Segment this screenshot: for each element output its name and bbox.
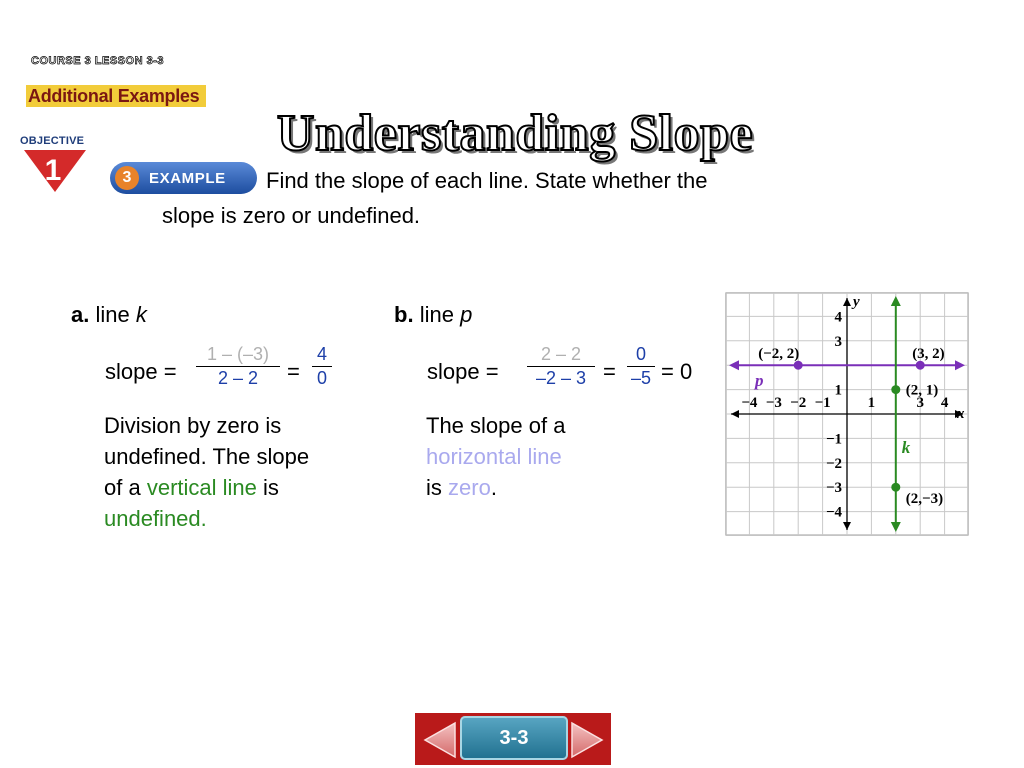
- part-a-expl-line-2: undefined. The slope: [104, 444, 310, 469]
- zero-term: zero: [448, 475, 491, 500]
- part-b-frac1-numerator: 2 – 2: [540, 344, 582, 364]
- part-b-heading: [394, 302, 472, 328]
- point-label: (−2, 2): [758, 346, 800, 363]
- part-b-explanation: [426, 410, 565, 503]
- part-a-heading: [71, 302, 147, 328]
- course-lesson-label: COURSE 3 LESSON 3-3: [31, 55, 164, 67]
- data-point: [891, 483, 900, 492]
- x-tick-label: 3: [916, 395, 924, 411]
- objective-label: OBJECTIVE: [20, 135, 85, 147]
- part-b-slope-label: slope =: [427, 359, 499, 384]
- x-tick-label: 4: [940, 395, 949, 411]
- part-b-frac1-denominator: –2 – 3: [535, 368, 587, 388]
- part-b-frac2-denominator: –5: [630, 368, 652, 388]
- part-a-explanation: [104, 410, 309, 534]
- point-label: (2, 1): [905, 382, 939, 399]
- part-a-frac1-numerator: 1 – (–3): [206, 344, 270, 364]
- y-tick-label: −4: [825, 504, 842, 521]
- page-title: Understanding Slope: [276, 105, 754, 162]
- part-a-expl-line-3: of a vertical line is: [104, 475, 279, 500]
- example-number: 3: [115, 166, 139, 190]
- part-a-line-name: k: [135, 302, 147, 327]
- x-tick-label: −1: [814, 395, 831, 411]
- part-a-frac2-denominator: 0: [316, 368, 327, 388]
- x-tick-label: −4: [741, 395, 758, 411]
- part-b-letter: b.: [394, 302, 414, 327]
- objective-number: 1: [44, 154, 62, 187]
- part-a-slope-label: slope =: [105, 359, 177, 384]
- part-a-expl-line-4: undefined.: [104, 506, 207, 531]
- part-a-line-word: line: [95, 302, 130, 327]
- y-tick-label: −1: [825, 431, 842, 448]
- horizontal-line-term: horizontal line: [426, 444, 562, 469]
- coordinate-graph: [725, 292, 969, 536]
- x-tick-label: −3: [765, 395, 782, 411]
- example-label: EXAMPLE: [149, 169, 226, 187]
- instruction-line-1: Find the slope of each line. State whether the: [266, 168, 708, 193]
- part-b-frac2-numerator: 0: [635, 344, 646, 364]
- point-label: (2,−3): [905, 491, 944, 508]
- objective-badge-icon: [24, 150, 86, 192]
- y-tick-label: 4: [834, 309, 842, 326]
- y-tick-label: 1: [834, 382, 842, 399]
- example-badge: [110, 162, 257, 194]
- part-b-line-name: p: [460, 302, 473, 327]
- part-b-fraction-2: [627, 344, 655, 389]
- y-axis-label: y: [853, 294, 860, 310]
- x-tick-label: −2: [790, 395, 807, 411]
- part-b-expl-line-3: is zero.: [426, 475, 497, 500]
- part-a-fraction-2: [312, 344, 332, 389]
- lesson-number-button[interactable]: 3-3: [460, 716, 568, 760]
- part-b-fraction-1: [527, 344, 595, 389]
- part-b-result: = 0: [661, 359, 693, 384]
- y-tick-label: −2: [825, 455, 842, 472]
- part-a-equals: =: [287, 359, 300, 384]
- next-arrow-icon[interactable]: [570, 720, 606, 760]
- data-point: [891, 385, 900, 394]
- x-axis-label: x: [957, 406, 965, 422]
- y-tick-label: −3: [825, 480, 842, 497]
- vertical-line-term: vertical line: [146, 475, 257, 500]
- part-a-letter: a.: [71, 302, 90, 327]
- additional-examples-banner: Additional Examples: [26, 85, 206, 107]
- part-a-expl-line-1: Division by zero is: [104, 413, 282, 438]
- part-a-frac1-denominator: 2 – 2: [217, 368, 259, 388]
- point-label: (3, 2): [912, 346, 945, 363]
- previous-arrow-icon[interactable]: [421, 720, 457, 760]
- line-k-label: k: [901, 438, 911, 458]
- part-a-frac2-numerator: 4: [316, 344, 327, 364]
- part-b-equals: =: [603, 359, 616, 384]
- instruction-line-2: slope is zero or undefined.: [162, 203, 421, 228]
- line-p-label: p: [755, 371, 764, 391]
- y-tick-label: 3: [834, 333, 842, 350]
- x-tick-label: 1: [867, 395, 876, 411]
- part-b-expl-line-1: The slope of a: [426, 413, 566, 438]
- part-a-fraction-1: [196, 344, 280, 389]
- part-b-line-word: line: [419, 302, 454, 327]
